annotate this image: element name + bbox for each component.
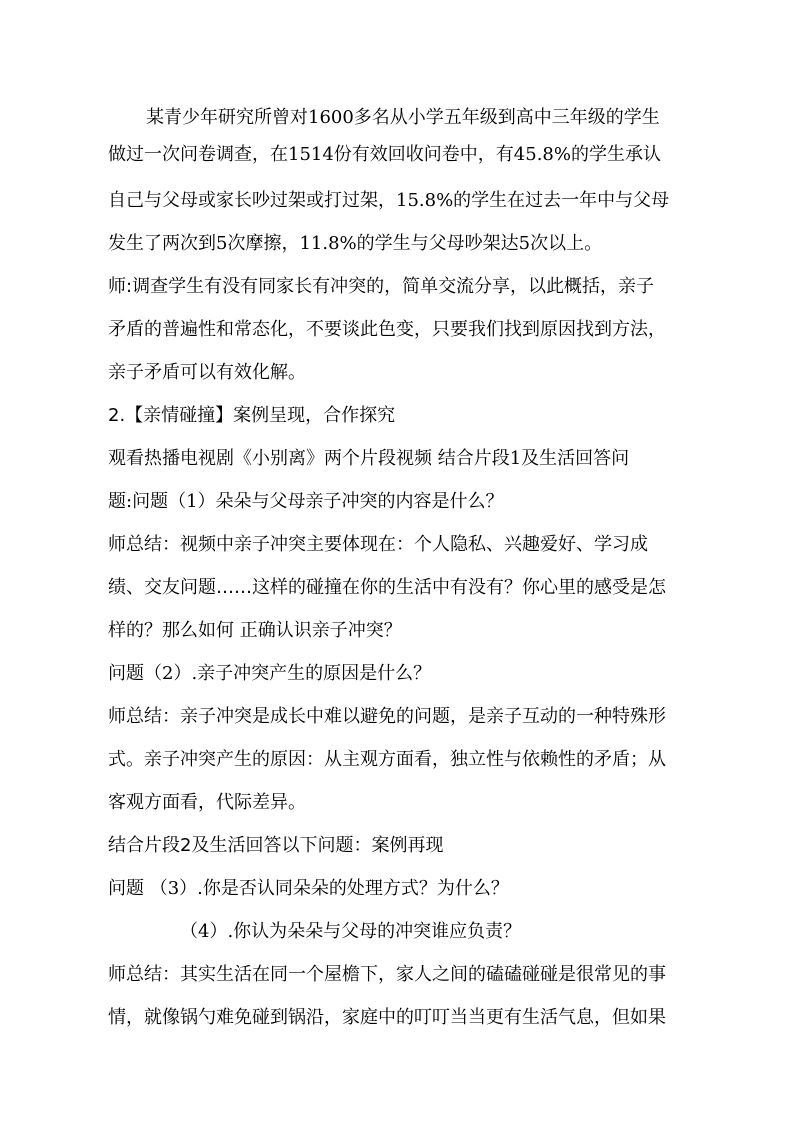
paragraph-survey-line-1: 某青少年研究所曾对1600多名从小学五年级到高中三年级的学生 — [146, 107, 660, 128]
summary-1-line-2: 绩、交友问题……这样的碰撞在你的生活中有没有？你心里的感受是怎 — [108, 577, 666, 598]
question-4: （4）.你认为朵朵与父母的冲突谁应负责？ — [180, 921, 522, 942]
paragraph-survey-line-4: 发生了两次到5次摩擦，11.8%的学生与父母吵架达5次以上。 — [108, 233, 603, 254]
question-3: 问题 （3）.你是否认同朵朵的处理方式？为什么？ — [108, 878, 509, 899]
video-instruction-line-2: 题:问题（1）朵朵与父母亲子冲突的内容是什么？ — [108, 491, 504, 512]
summary-1-line-3: 样的？那么如何 正确认识亲子冲突？ — [108, 620, 402, 641]
paragraph-survey-line-2: 做过一次问卷调查，在1514份有效回收问卷中，有45.8%的学生承认 — [108, 144, 661, 165]
teacher-note-line-3: 亲子矛盾可以有效化解。 — [108, 362, 306, 383]
teacher-note-line-2: 矛盾的普遍性和常态化，不要谈此色变，只要我们找到原因找到方法， — [108, 319, 666, 340]
paragraph-survey-line-3: 自己与父母或家长吵过架或打过架，15.8%的学生在过去一年中与父母 — [108, 190, 670, 211]
case-replay-instruction: 结合片段2及生活回答以下问题：案例再现 — [108, 835, 444, 856]
summary-3-line-2: 情，就像锅勺难免碰到锅沿，家庭中的叮叮当当更有生活气息，但如果 — [108, 1007, 666, 1028]
question-2: 问题（2）.亲子冲突产生的原因是什么？ — [108, 663, 432, 684]
video-instruction-line-1: 观看热播电视剧《小别离》两个片段视频 结合片段1及生活回答问 — [108, 448, 630, 469]
summary-2-line-1: 师总结：亲子冲突是成长中难以避免的问题，是亲子互动的一种特殊形 — [108, 706, 666, 727]
teacher-note-line-1: 师:调查学生有没有同家长有冲突的，简单交流分享，以此概括，亲子 — [108, 276, 655, 297]
summary-1-line-1: 师总结：视频中亲子冲突主要体现在：个人隐私、兴趣爱好、学习成 — [108, 534, 648, 555]
summary-2-line-3: 客观方面看，代际差异。 — [108, 792, 306, 813]
summary-2-line-2: 式。亲子冲突产生的原因：从主观方面看，独立性与依赖性的矛盾；从 — [108, 749, 666, 770]
summary-3-line-1: 师总结：其实生活在同一个屋檐下，家人之间的磕磕碰碰是很常见的事 — [108, 964, 666, 985]
section-heading-family-collision: 2.【亲情碰撞】案例呈现，合作探究 — [108, 405, 396, 426]
